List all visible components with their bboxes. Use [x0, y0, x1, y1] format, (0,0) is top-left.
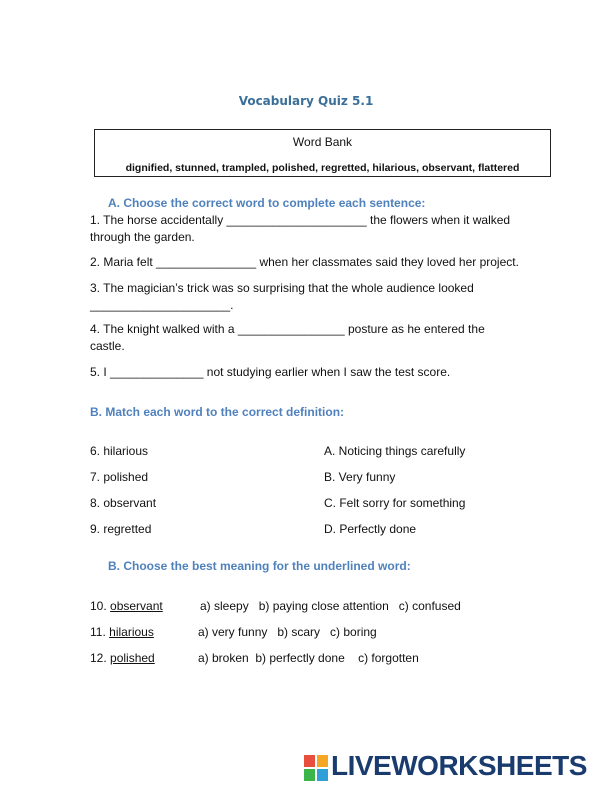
logo-text: LIVEWORKSHEETS	[331, 750, 587, 781]
meaning-question	[90, 651, 155, 665]
underlined-word: polished	[110, 651, 155, 665]
meaning-options: a) sleepy b) paying close attention c) confused	[200, 599, 461, 613]
meaning-options: a) very funny b) scary c) boring	[198, 625, 377, 639]
logo-square	[304, 755, 315, 767]
meaning-question-number: 10.	[90, 599, 107, 613]
meaning-question	[90, 625, 154, 639]
word-bank-box	[94, 129, 551, 177]
logo-square	[317, 755, 328, 767]
word-bank-heading: Word Bank	[292, 135, 353, 149]
page-title: Vocabulary Quiz 5.1	[238, 94, 374, 108]
word-bank-words: dignified, stunned, trampled, polished, regretted, hilarious, observant, flattered	[125, 162, 520, 174]
match-definition: A. Noticing things carefully	[324, 444, 466, 458]
question-5: 5. I ______________ not studying earlier when I saw the test score.	[90, 365, 451, 379]
match-definition: D. Perfectly done	[324, 522, 417, 536]
meaning-options: a) broken b) perfectly done c) forgotten	[198, 651, 419, 665]
logo-square	[304, 769, 315, 781]
question-3-line-2: _____________________.	[90, 298, 234, 312]
match-word: 6. hilarious	[90, 444, 149, 458]
section-b-heading: B. Match each word to the correct definition:	[90, 405, 345, 419]
logo-square	[317, 769, 328, 781]
meaning-question-number: 12.	[90, 651, 107, 665]
match-word: 7. polished	[90, 470, 149, 484]
section-c-heading: B. Choose the best meaning for the underlined word:	[108, 559, 411, 573]
question-1-line-1: 1. The horse accidentally _____________________ the flowers when it walked	[90, 213, 511, 227]
question-1-line-2: through the garden.	[90, 230, 195, 244]
meaning-question-number: 11.	[90, 625, 106, 639]
underlined-word: observant	[110, 599, 163, 613]
underlined-word: hilarious	[109, 625, 154, 639]
section-a-heading: A. Choose the correct word to complete each sentence:	[108, 196, 426, 210]
question-4-line-2: castle.	[90, 339, 125, 353]
meaning-question	[90, 599, 163, 613]
match-definition: C. Felt sorry for something	[324, 496, 466, 510]
question-4-line-1: 4. The knight walked with a ________________ posture as he entered the	[90, 322, 485, 336]
question-2: 2. Maria felt _______________ when her classmates said they loved her project.	[90, 255, 519, 269]
match-word: 9. regretted	[90, 522, 152, 536]
liveworksheets-logo-icon	[304, 755, 328, 781]
match-definition: B. Very funny	[324, 470, 396, 484]
match-word: 8. observant	[90, 496, 157, 510]
question-3-line-1: 3. The magician’s trick was so surprising that the whole audience looked	[90, 281, 474, 295]
